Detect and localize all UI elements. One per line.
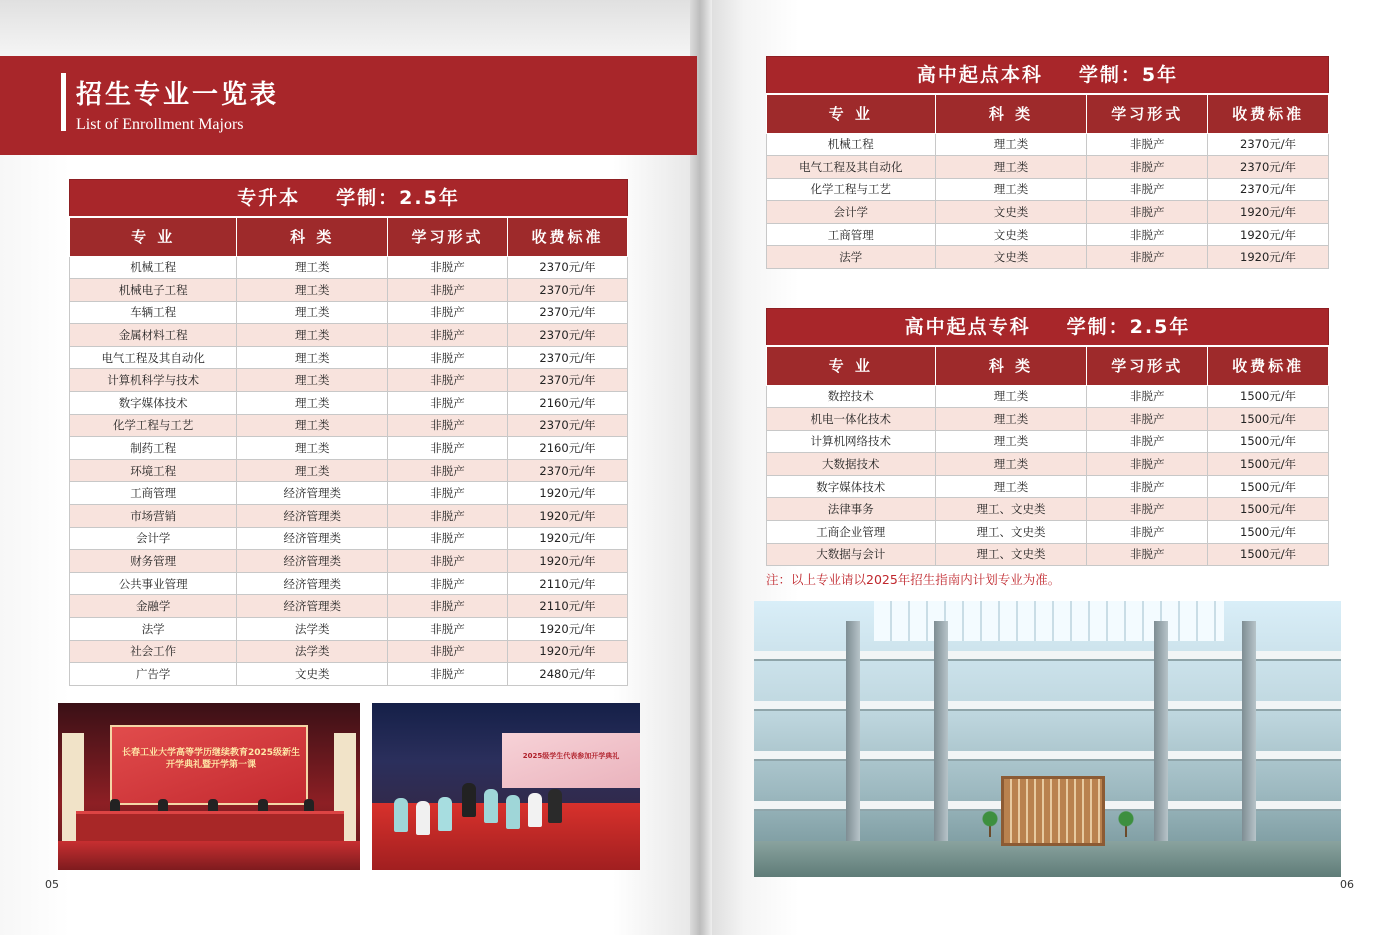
stage-screen [110, 725, 308, 805]
category-cell: 文史类 [935, 223, 1087, 246]
table-row [70, 256, 628, 279]
column-header-major: 专 业 [767, 346, 936, 385]
category-cell: 理工类 [237, 392, 388, 415]
tree-icon [982, 809, 998, 837]
fee-cell: 1920元/年 [508, 550, 628, 573]
column-header-fee: 收费标准 [1208, 346, 1329, 385]
table-row [767, 246, 1329, 269]
study-mode-cell: 非脱产 [388, 301, 508, 324]
major-cell: 机械工程 [70, 256, 237, 279]
major-cell: 财务管理 [70, 550, 237, 573]
student-figure [462, 783, 476, 817]
fee-cell: 2110元/年 [508, 595, 628, 618]
study-mode-cell: 非脱产 [1087, 156, 1208, 179]
fee-cell: 2370元/年 [508, 369, 628, 392]
enrollment-note: 注：以上专业请以2025年招生指南内计划专业为准。 [766, 572, 1061, 587]
study-mode-cell: 非脱产 [388, 392, 508, 415]
study-mode-cell: 非脱产 [388, 572, 508, 595]
table-caption [766, 56, 1329, 93]
study-mode-cell: 非脱产 [1087, 133, 1208, 156]
program-duration: 学制：2.5年 [1066, 316, 1191, 338]
study-mode-cell: 非脱产 [1087, 201, 1208, 224]
header-accent-bar [61, 73, 66, 131]
category-cell: 理工类 [237, 301, 388, 324]
table-row [70, 346, 628, 369]
student-figure [416, 801, 430, 835]
table-caption [69, 179, 628, 216]
study-mode-cell: 非脱产 [388, 414, 508, 437]
category-cell: 理工类 [935, 385, 1087, 408]
category-cell: 文史类 [935, 246, 1087, 269]
study-mode-cell: 非脱产 [388, 527, 508, 550]
major-cell: 社会工作 [70, 640, 237, 663]
major-cell: 车辆工程 [70, 301, 237, 324]
bookshelf-wall [1001, 776, 1105, 846]
fee-cell: 2370元/年 [1208, 156, 1329, 179]
category-cell: 理工类 [237, 279, 388, 302]
atrium-column [846, 621, 860, 857]
fee-cell: 2370元/年 [1208, 133, 1329, 156]
table-row [767, 223, 1329, 246]
table-caption [766, 308, 1329, 345]
table-row [70, 437, 628, 460]
study-mode-cell: 非脱产 [388, 550, 508, 573]
page-title: 招生专业一览表 [76, 80, 280, 110]
background-screen-text: 2025级学生代表参加开学典礼 [522, 752, 620, 760]
fee-cell: 1920元/年 [508, 482, 628, 505]
category-cell: 理工类 [237, 324, 388, 347]
column-header-fee: 收费标准 [1208, 94, 1329, 133]
table-row [767, 156, 1329, 179]
fee-cell: 2370元/年 [508, 346, 628, 369]
fee-cell: 1500元/年 [1208, 543, 1329, 566]
atrium-column [1154, 621, 1168, 857]
fee-cell: 1500元/年 [1208, 408, 1329, 431]
table-row [767, 543, 1329, 566]
category-cell: 法学类 [237, 618, 388, 641]
table-row [767, 498, 1329, 521]
category-cell: 理工、文史类 [935, 498, 1087, 521]
table-row [70, 663, 628, 686]
major-cell: 数字媒体技术 [70, 392, 237, 415]
study-mode-cell: 非脱产 [388, 256, 508, 279]
fee-cell: 2370元/年 [508, 459, 628, 482]
background-screen [502, 733, 640, 788]
fee-cell: 1500元/年 [1208, 475, 1329, 498]
study-mode-cell: 非脱产 [388, 459, 508, 482]
student-figure [438, 797, 452, 831]
tree-icon [1118, 809, 1134, 837]
student-figure [484, 789, 498, 823]
study-mode-cell: 非脱产 [388, 437, 508, 460]
table-row [767, 133, 1329, 156]
study-mode-cell: 非脱产 [1087, 475, 1208, 498]
table-row [767, 408, 1329, 431]
stage-floor [58, 841, 360, 870]
study-mode-cell: 非脱产 [388, 505, 508, 528]
student-figure [528, 793, 542, 827]
major-cell: 法律事务 [767, 498, 936, 521]
table-row [70, 324, 628, 347]
major-cell: 大数据与会计 [767, 543, 936, 566]
study-mode-cell: 非脱产 [388, 346, 508, 369]
category-cell: 经济管理类 [237, 527, 388, 550]
fee-cell: 2370元/年 [508, 256, 628, 279]
fee-cell: 1920元/年 [1208, 223, 1329, 246]
fee-cell: 1920元/年 [508, 618, 628, 641]
program-duration: 学制：5年 [1078, 64, 1179, 86]
category-cell: 理工类 [935, 178, 1087, 201]
category-cell: 文史类 [935, 201, 1087, 224]
table-row [767, 430, 1329, 453]
major-cell: 大数据技术 [767, 453, 936, 476]
table-row [70, 527, 628, 550]
page-header-band [0, 56, 697, 155]
category-cell: 文史类 [237, 663, 388, 686]
table-gaoqi-benke [766, 56, 1329, 269]
table-row [70, 640, 628, 663]
student-figure [394, 798, 408, 832]
column-header-study-mode: 学习形式 [388, 217, 508, 256]
study-mode-cell: 非脱产 [1087, 430, 1208, 453]
table-row [70, 595, 628, 618]
category-cell: 理工类 [237, 369, 388, 392]
fee-cell: 1920元/年 [508, 640, 628, 663]
fee-cell: 1920元/年 [508, 505, 628, 528]
study-mode-cell: 非脱产 [388, 663, 508, 686]
study-mode-cell: 非脱产 [1087, 223, 1208, 246]
table-row [70, 572, 628, 595]
category-cell: 经济管理类 [237, 482, 388, 505]
category-cell: 理工类 [237, 437, 388, 460]
column-header-study-mode: 学习形式 [1087, 94, 1208, 133]
category-cell: 经济管理类 [237, 572, 388, 595]
column-header-major: 专 业 [767, 94, 936, 133]
table-row [767, 178, 1329, 201]
category-cell: 理工类 [935, 133, 1087, 156]
major-cell: 制药工程 [70, 437, 237, 460]
stage-table [76, 811, 344, 841]
table-row [70, 369, 628, 392]
stage-screen-text: 长春工业大学高等学历继续教育2025级新生开学典礼暨开学第一课 [121, 748, 301, 770]
table-header-row [70, 217, 628, 256]
major-cell: 会计学 [767, 201, 936, 224]
column-header-category: 科 类 [935, 94, 1087, 133]
table-row [767, 201, 1329, 224]
table-row [767, 475, 1329, 498]
top-shadow [0, 0, 697, 58]
major-cell: 市场营销 [70, 505, 237, 528]
study-mode-cell: 非脱产 [388, 324, 508, 347]
student-group-photo [372, 703, 640, 870]
category-cell: 理工、文史类 [935, 521, 1087, 544]
student-figure [548, 789, 562, 823]
table-row [70, 459, 628, 482]
page-number-left: 05 [45, 878, 59, 891]
category-cell: 理工类 [237, 459, 388, 482]
table-header-row [767, 346, 1329, 385]
major-cell: 工商管理 [767, 223, 936, 246]
library-atrium-photo [754, 601, 1341, 877]
fee-cell: 1920元/年 [1208, 246, 1329, 269]
table-row [70, 550, 628, 573]
column-header-study-mode: 学习形式 [1087, 346, 1208, 385]
major-cell: 法学 [767, 246, 936, 269]
atrium-column [934, 621, 948, 857]
study-mode-cell: 非脱产 [1087, 385, 1208, 408]
table-row [70, 301, 628, 324]
fee-cell: 1920元/年 [508, 527, 628, 550]
atrium-column [1242, 621, 1256, 857]
category-cell: 理工类 [935, 453, 1087, 476]
table-row [70, 618, 628, 641]
atrium-ground [754, 841, 1341, 877]
major-cell: 电气工程及其自动化 [767, 156, 936, 179]
category-cell: 理工类 [935, 156, 1087, 179]
category-cell: 经济管理类 [237, 595, 388, 618]
fee-cell: 2160元/年 [508, 392, 628, 415]
major-cell: 计算机网络技术 [767, 430, 936, 453]
fee-cell: 1500元/年 [1208, 430, 1329, 453]
study-mode-cell: 非脱产 [388, 279, 508, 302]
fee-cell: 1500元/年 [1208, 385, 1329, 408]
study-mode-cell: 非脱产 [388, 369, 508, 392]
study-mode-cell: 非脱产 [1087, 543, 1208, 566]
table-row [767, 385, 1329, 408]
table-header-row [767, 94, 1329, 133]
skylight [874, 601, 1224, 641]
major-cell: 计算机科学与技术 [70, 369, 237, 392]
program-name: 高中起点本科 [916, 64, 1043, 86]
page-subtitle: List of Enrollment Majors [76, 116, 244, 133]
major-cell: 化学工程与工艺 [767, 178, 936, 201]
study-mode-cell: 非脱产 [388, 618, 508, 641]
fee-cell: 1500元/年 [1208, 521, 1329, 544]
major-cell: 工商企业管理 [767, 521, 936, 544]
category-cell: 法学类 [237, 640, 388, 663]
fee-cell: 2370元/年 [508, 324, 628, 347]
column-header-category: 科 类 [237, 217, 388, 256]
major-cell: 机电一体化技术 [767, 408, 936, 431]
major-cell: 广告学 [70, 663, 237, 686]
major-cell: 机械工程 [767, 133, 936, 156]
program-duration: 学制：2.5年 [336, 187, 460, 209]
table-row [767, 453, 1329, 476]
opening-ceremony-photo [58, 703, 360, 870]
table-row [767, 521, 1329, 544]
category-cell: 经济管理类 [237, 505, 388, 528]
category-cell: 理工类 [237, 256, 388, 279]
program-name: 专升本 [237, 187, 301, 209]
fee-cell: 1500元/年 [1208, 498, 1329, 521]
category-cell: 理工类 [935, 475, 1087, 498]
study-mode-cell: 非脱产 [1087, 408, 1208, 431]
category-cell: 理工类 [237, 414, 388, 437]
study-mode-cell: 非脱产 [388, 640, 508, 663]
fee-cell: 2370元/年 [508, 279, 628, 302]
column-header-fee: 收费标准 [508, 217, 628, 256]
study-mode-cell: 非脱产 [1087, 498, 1208, 521]
student-figure [506, 795, 520, 829]
fee-cell: 2370元/年 [1208, 178, 1329, 201]
major-cell: 环境工程 [70, 459, 237, 482]
table-row [70, 505, 628, 528]
table-row [70, 414, 628, 437]
major-cell: 电气工程及其自动化 [70, 346, 237, 369]
major-cell: 法学 [70, 618, 237, 641]
category-cell: 理工类 [935, 430, 1087, 453]
category-cell: 理工、文史类 [935, 543, 1087, 566]
major-cell: 会计学 [70, 527, 237, 550]
fee-cell: 2160元/年 [508, 437, 628, 460]
page-number-right: 06 [1340, 878, 1354, 891]
study-mode-cell: 非脱产 [1087, 246, 1208, 269]
fee-cell: 2480元/年 [508, 663, 628, 686]
category-cell: 经济管理类 [237, 550, 388, 573]
column-header-major: 专 业 [70, 217, 237, 256]
column-header-category: 科 类 [935, 346, 1087, 385]
fee-cell: 2370元/年 [508, 301, 628, 324]
table-row [70, 279, 628, 302]
table-row [70, 482, 628, 505]
program-name: 高中起点专科 [904, 316, 1031, 338]
category-cell: 理工类 [935, 408, 1087, 431]
table-gaoqi-zhuanke [766, 308, 1329, 566]
study-mode-cell: 非脱产 [388, 595, 508, 618]
major-cell: 机械电子工程 [70, 279, 237, 302]
major-cell: 化学工程与工艺 [70, 414, 237, 437]
fee-cell: 2370元/年 [508, 414, 628, 437]
category-cell: 理工类 [237, 346, 388, 369]
table-zhuanshengben [69, 179, 628, 686]
fee-cell: 1920元/年 [1208, 201, 1329, 224]
study-mode-cell: 非脱产 [1087, 178, 1208, 201]
major-cell: 数字媒体技术 [767, 475, 936, 498]
major-cell: 金融学 [70, 595, 237, 618]
study-mode-cell: 非脱产 [1087, 521, 1208, 544]
major-cell: 工商管理 [70, 482, 237, 505]
major-cell: 公共事业管理 [70, 572, 237, 595]
table-row [70, 392, 628, 415]
fee-cell: 1500元/年 [1208, 453, 1329, 476]
major-cell: 金属材料工程 [70, 324, 237, 347]
fee-cell: 2110元/年 [508, 572, 628, 595]
study-mode-cell: 非脱产 [388, 482, 508, 505]
major-cell: 数控技术 [767, 385, 936, 408]
study-mode-cell: 非脱产 [1087, 453, 1208, 476]
